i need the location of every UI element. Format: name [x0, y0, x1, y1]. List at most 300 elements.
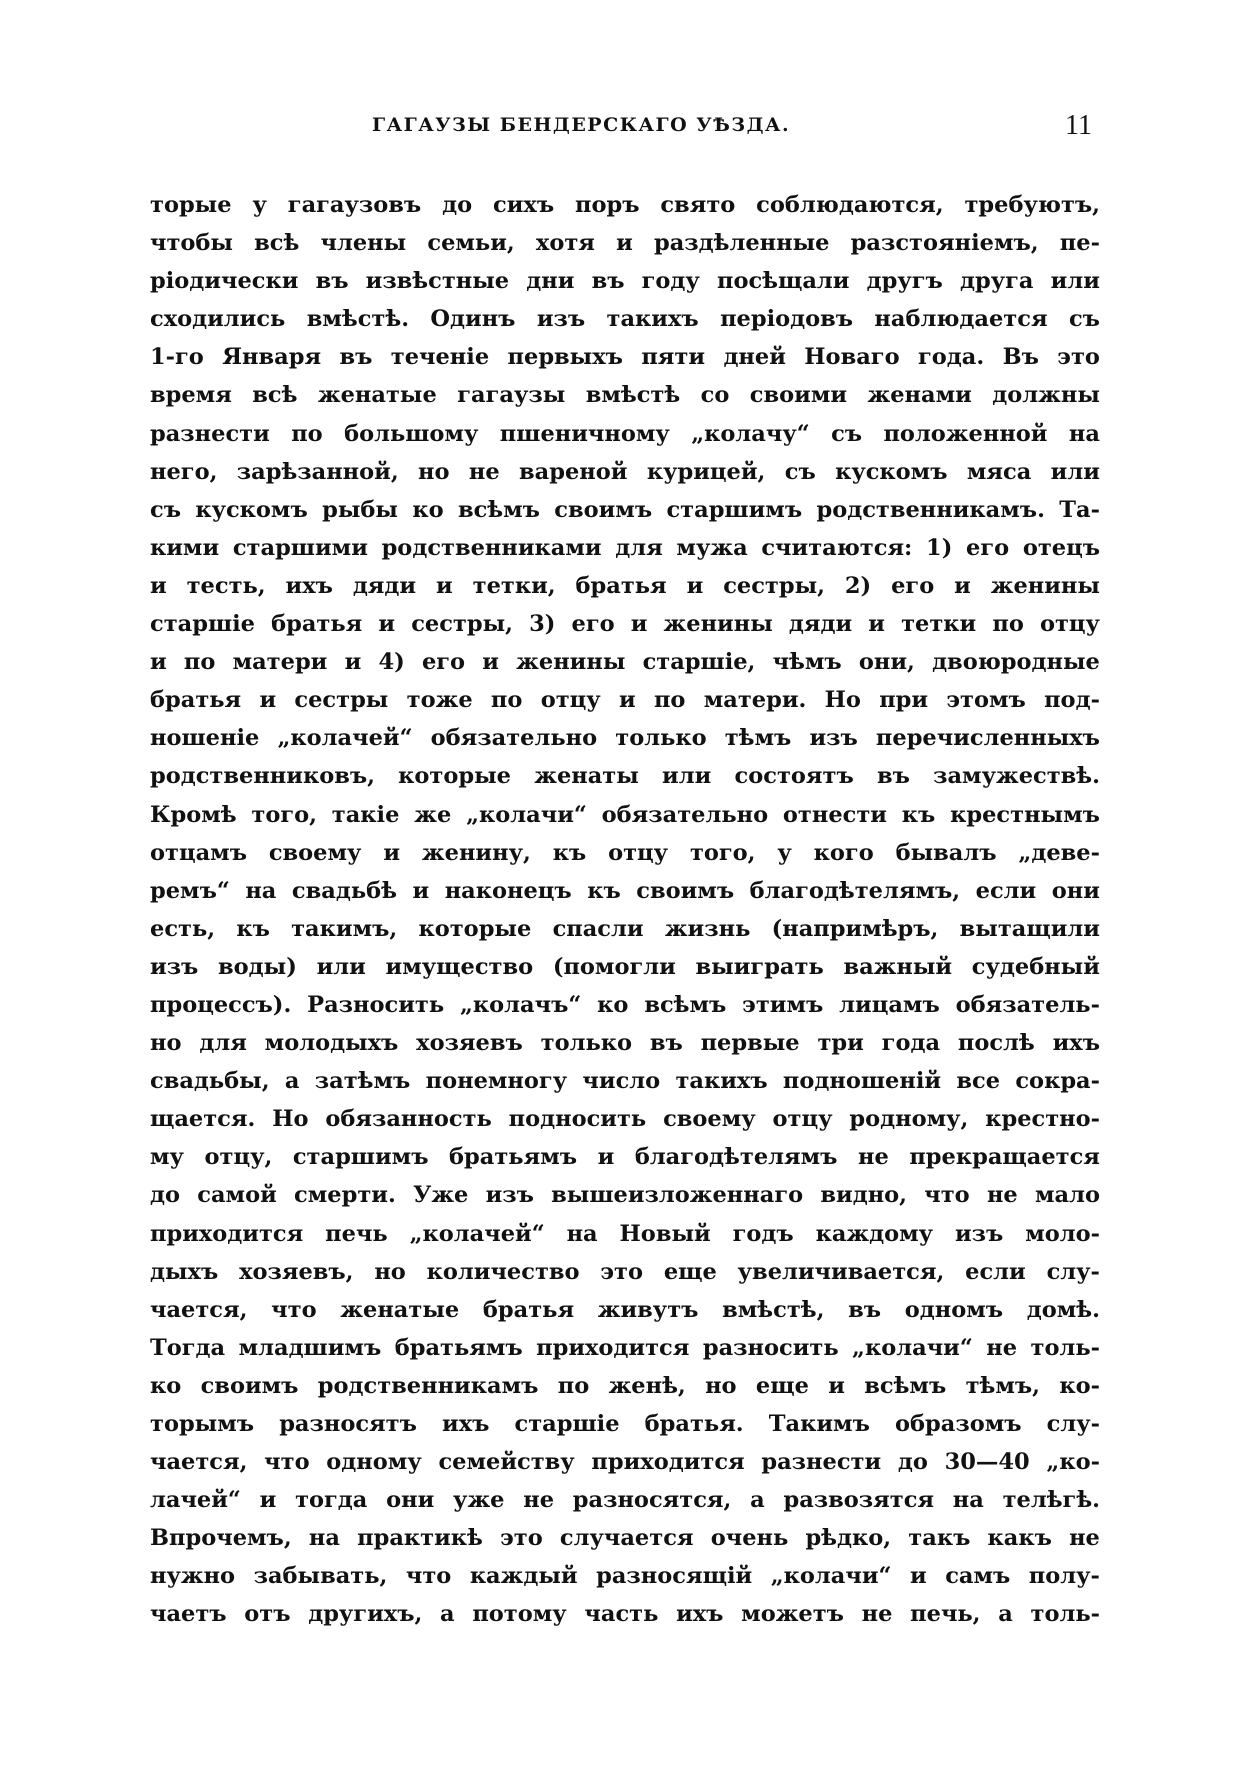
word: очень [710, 1525, 789, 1552]
word: отцу [1039, 611, 1100, 638]
word: одномъ [904, 1296, 1004, 1323]
word: моло- [1025, 1220, 1100, 1247]
word: требуютъ, [964, 192, 1100, 218]
word: дней [723, 344, 786, 371]
word: которые [418, 915, 532, 942]
word: по [291, 420, 323, 447]
word: вареной [519, 458, 628, 485]
word: и [259, 1487, 277, 1514]
word: забывать, [253, 1563, 388, 1590]
word: это [500, 1525, 543, 1552]
word: старшіе [514, 1411, 620, 1437]
word: обязанность [325, 1106, 492, 1133]
word: семейству [438, 1449, 575, 1476]
word: сестры, [723, 572, 825, 599]
word: того, [251, 801, 317, 828]
word: и [436, 572, 453, 599]
word: въ [876, 763, 910, 790]
word: такъ [908, 1525, 971, 1552]
word: что [271, 1296, 317, 1323]
word: братья [482, 1296, 575, 1323]
word: своимъ [636, 877, 735, 904]
word: спасли [552, 915, 644, 942]
word: ко [412, 496, 444, 523]
word: старшимъ [292, 1144, 429, 1171]
word: каждому [815, 1220, 934, 1247]
word: другъ [866, 268, 943, 295]
word: своимъ [554, 496, 653, 523]
word: мужа [676, 534, 748, 561]
word: „колачъ“ [459, 991, 582, 1018]
text-line [150, 910, 1100, 948]
word: перечисленныхъ [875, 725, 1100, 752]
word: уже [453, 1487, 505, 1514]
word: ихъ [285, 572, 333, 599]
word: рыбы [322, 496, 398, 523]
text-line [150, 1481, 1100, 1519]
word: со [700, 382, 730, 409]
word: они [1051, 877, 1100, 904]
word: его [966, 534, 1010, 561]
word: Такимъ [768, 1411, 870, 1437]
word: женины [663, 611, 773, 638]
word: братья [271, 611, 363, 638]
word: своимъ [200, 1372, 299, 1399]
word: и [412, 877, 430, 904]
body-text [150, 186, 1100, 1634]
word: процессъ). [150, 991, 292, 1018]
word: лицамъ [839, 991, 940, 1018]
word: и [868, 611, 885, 638]
word: по [653, 687, 686, 714]
word: Но [824, 687, 861, 714]
word: толь- [1030, 1334, 1100, 1361]
word: одному [326, 1449, 422, 1476]
word: свято [660, 192, 736, 218]
word: въ [591, 268, 625, 295]
word: женатые [340, 1296, 460, 1323]
word: и [828, 1372, 845, 1399]
word: „колачи“ [770, 1563, 892, 1590]
word: отцамъ [150, 839, 247, 866]
word: печь [325, 1220, 388, 1247]
word: кого [813, 839, 874, 866]
word: него, [150, 458, 218, 485]
word: наконецъ [444, 877, 572, 904]
text-line [150, 834, 1100, 872]
word: у [777, 839, 792, 866]
word: или [316, 953, 366, 980]
word: Новаго [804, 344, 900, 371]
word: хозяевъ [416, 1030, 523, 1057]
text-line [150, 186, 1100, 224]
word: благодѣтелямъ, [749, 877, 961, 904]
word: старшимъ [666, 496, 803, 523]
word: „деве- [1018, 839, 1100, 866]
word: съ [831, 420, 863, 447]
word: кускомъ [835, 458, 948, 485]
word: отцу [540, 687, 601, 714]
word: 1-го [150, 344, 204, 371]
word: или [662, 763, 712, 790]
word: пшеничному [499, 420, 670, 447]
word: практикѣ [357, 1525, 483, 1552]
word: братья. [644, 1411, 744, 1437]
word: въ [848, 1296, 882, 1323]
word: печь, [910, 1601, 981, 1628]
word: изъ [809, 725, 858, 752]
word: другихъ, [308, 1601, 423, 1628]
word: женаты [534, 763, 639, 790]
word: и [150, 649, 167, 676]
word: тѣмъ, [965, 1372, 1040, 1399]
word: дни [526, 268, 575, 295]
text-line [150, 872, 1100, 910]
word: пе- [1059, 230, 1100, 257]
word: сходились [150, 306, 286, 333]
word: если [965, 1258, 1026, 1285]
word: въ [339, 344, 373, 371]
word: число [582, 1068, 661, 1095]
word: тѣмъ [724, 725, 792, 752]
word: только [615, 725, 707, 752]
word: приходится [150, 1220, 304, 1247]
word: отцу [608, 839, 669, 866]
word: лачей“ [150, 1487, 241, 1514]
word: часть [584, 1601, 659, 1628]
word: гагаузы [457, 382, 566, 409]
word: тоже [406, 687, 473, 714]
word: этомъ [946, 687, 1026, 714]
text-line [150, 1443, 1100, 1481]
word: дыхъ [150, 1258, 219, 1285]
text-line [150, 300, 1100, 338]
word: рѣдко, [805, 1525, 892, 1552]
word: не [523, 1487, 555, 1514]
word: на [245, 877, 277, 904]
word: до [442, 192, 473, 218]
word: 3) [529, 611, 556, 638]
word: считаются: [761, 534, 913, 561]
text-line [150, 224, 1100, 262]
word: прекращается [909, 1144, 1100, 1171]
word: что [405, 1563, 452, 1590]
word: его [571, 611, 615, 638]
word: бывалъ [895, 839, 997, 866]
word: но [150, 1030, 182, 1057]
text-line [150, 529, 1100, 567]
word: періодовъ [720, 306, 854, 333]
word: къ [552, 839, 587, 866]
word: своими [749, 382, 848, 409]
word: братьямъ [394, 1334, 523, 1361]
word: три [817, 1030, 864, 1057]
word: (напримѣръ, [771, 915, 939, 942]
text-line [150, 1215, 1100, 1253]
word: на [308, 1525, 340, 1552]
word: самой [197, 1182, 277, 1209]
word: сихъ [493, 192, 555, 218]
word: мало [1034, 1182, 1100, 1209]
text-line [150, 1595, 1100, 1633]
word: ихъ [676, 1601, 724, 1628]
word: крестнымъ [950, 801, 1100, 828]
word: молодыхъ [264, 1030, 399, 1057]
word: женины [990, 572, 1100, 599]
word: члены [320, 230, 407, 257]
word: до [897, 1449, 928, 1476]
word: что [924, 1182, 970, 1209]
text-line [150, 1329, 1100, 1367]
word: приходится [536, 1334, 690, 1361]
word: Тогда [150, 1334, 226, 1361]
word: такимъ, [291, 915, 398, 942]
word: „колачи“ [466, 801, 587, 828]
word: женатые [317, 382, 437, 409]
word: братьямъ [449, 1144, 578, 1171]
word: они [386, 1487, 435, 1514]
word: приходится [591, 1449, 745, 1476]
word: дяди [788, 611, 853, 638]
page-number: 11 [1065, 110, 1092, 141]
word: видно, [820, 1182, 908, 1209]
word: хозяевъ, [239, 1258, 354, 1285]
word: замужествѣ. [933, 763, 1100, 790]
word: женину, [421, 839, 531, 866]
word: у [252, 192, 267, 218]
word: кими [150, 534, 220, 561]
word: дяди [352, 572, 417, 599]
word: и [482, 649, 499, 676]
word: полу- [1028, 1563, 1100, 1590]
word: годъ [732, 1220, 794, 1247]
word: послѣ [957, 1030, 1035, 1057]
word: воды) [218, 953, 297, 980]
word: ріодически [150, 268, 299, 295]
word: старшіе [150, 611, 255, 638]
word: на [566, 1220, 598, 1247]
word: году [641, 268, 700, 295]
word: важный [843, 953, 953, 980]
word: посѣщали [717, 268, 850, 295]
text-line [150, 1062, 1100, 1100]
word: родственникамъ [317, 1372, 539, 1399]
word: по [490, 687, 523, 714]
word: такихъ [675, 1068, 768, 1095]
word: не [986, 1334, 1018, 1361]
word: ко [150, 1372, 182, 1399]
word: наблюдается [874, 306, 1048, 333]
word: а [750, 1487, 765, 1514]
word: братья [575, 572, 667, 599]
running-title: ГАГАУЗЫ БЕНДЕРСКАГО УѢЗДА. [372, 114, 791, 136]
word: не [1069, 1525, 1100, 1552]
word: каждый [469, 1563, 578, 1590]
word: Кромѣ [150, 801, 237, 828]
word: не [468, 458, 500, 485]
word: 30—40 [944, 1449, 1030, 1476]
word: вмѣстѣ, [722, 1296, 825, 1323]
word: под- [1044, 687, 1100, 714]
word: поръ [574, 192, 640, 218]
text-line [150, 376, 1100, 414]
word: разнести [761, 1449, 882, 1476]
word: разносятся, [572, 1487, 732, 1514]
word: и [150, 572, 167, 599]
word: и [616, 230, 633, 257]
word: ношеніе [150, 725, 260, 752]
word: родному, [849, 1106, 969, 1133]
word: и [686, 572, 704, 599]
word: или [1050, 458, 1100, 485]
word: имущество [385, 953, 534, 980]
word: (помогли [552, 953, 676, 980]
word: выиграть [695, 953, 824, 980]
word: разносятъ [279, 1411, 417, 1437]
text-line [150, 948, 1100, 986]
word: Новый [619, 1220, 711, 1247]
word: раздѣленные [654, 230, 830, 257]
word: при [879, 687, 929, 714]
word: извѣстные [365, 268, 510, 295]
word: и [378, 611, 396, 638]
word: Января [222, 344, 322, 371]
word: первыхъ [507, 344, 623, 371]
word: и [344, 649, 362, 676]
word: въ [315, 268, 349, 295]
word: курицей, [646, 458, 766, 485]
text-line [150, 719, 1100, 757]
word: по [557, 1372, 590, 1399]
word: которые [398, 763, 511, 790]
word: по [183, 649, 216, 676]
word: если [975, 877, 1037, 904]
word: но [374, 1258, 406, 1285]
word: своему [268, 839, 362, 866]
text-line [150, 491, 1100, 529]
word: чтобы [150, 230, 233, 257]
word: на [952, 1487, 984, 1514]
word: не [986, 1182, 1018, 1209]
word: положенной [883, 420, 1048, 447]
word: тетки, [472, 572, 556, 599]
word: чается, [150, 1296, 248, 1323]
word: Въ [1002, 344, 1039, 371]
word: съ [784, 458, 816, 485]
text-line [150, 1291, 1100, 1329]
word: но [705, 1372, 737, 1399]
word: первые [700, 1030, 800, 1057]
word: это [600, 1258, 644, 1285]
word: что [264, 1449, 310, 1476]
word: разносящій [596, 1563, 753, 1590]
word: на [1068, 420, 1100, 447]
word: для [615, 534, 663, 561]
word: къ [587, 877, 621, 904]
word: количество [426, 1258, 580, 1285]
word: Та- [1059, 496, 1100, 523]
word: только [540, 1030, 632, 1057]
word: его [421, 649, 466, 676]
word: старшими [232, 534, 368, 561]
word: вытащили [959, 915, 1100, 942]
word: мяса [966, 458, 1032, 485]
word: Одинъ [430, 306, 516, 333]
text-line [150, 1557, 1100, 1595]
word: родственникамъ. [816, 496, 1045, 523]
word: отцу [772, 1106, 833, 1133]
text-line [150, 567, 1100, 605]
text-line [150, 757, 1100, 795]
word: затѣмъ [314, 1068, 411, 1095]
word: но [418, 458, 450, 485]
word: какъ [987, 1525, 1052, 1552]
word: этимъ [742, 991, 824, 1018]
word: благодѣтелямъ [634, 1144, 838, 1171]
word: свадьбѣ [291, 877, 397, 904]
word: своему [663, 1106, 756, 1133]
word: съ [150, 496, 181, 523]
word: отнести [782, 801, 887, 828]
word: обязатель- [955, 991, 1100, 1018]
word: Уже [413, 1182, 469, 1209]
word: всѣмъ [644, 991, 727, 1018]
word: жизнь [664, 915, 751, 942]
word: „колачей“ [277, 725, 413, 752]
word: толь- [1030, 1601, 1100, 1628]
word: вмѣстѣ. [306, 306, 410, 333]
word: домѣ. [1026, 1296, 1100, 1323]
word: пяти [641, 344, 706, 371]
word: время [150, 382, 232, 409]
word: теченіе [390, 344, 490, 371]
word: женами [867, 382, 972, 409]
word: состоятъ [734, 763, 854, 790]
word: смерти. [294, 1182, 396, 1209]
word: щается. [150, 1106, 256, 1133]
word: 1) [926, 534, 953, 561]
word: тогда [295, 1487, 368, 1514]
word: потому [472, 1601, 567, 1628]
word: же [414, 801, 452, 828]
word: тесть, [186, 572, 266, 599]
word: или [1050, 268, 1100, 295]
word: случается [559, 1525, 694, 1552]
word: обязательно [601, 801, 769, 828]
word: обязательно [430, 725, 598, 752]
word: двоюродные [932, 649, 1100, 676]
word: образомъ [895, 1411, 1022, 1437]
text-line [150, 796, 1100, 834]
word: торые [150, 192, 232, 218]
word: должны [992, 382, 1100, 409]
word: чается, [150, 1449, 248, 1476]
word: младшимъ [238, 1334, 382, 1361]
word: и [618, 687, 636, 714]
word: и [597, 1144, 615, 1171]
text-line [150, 643, 1100, 681]
word: для [199, 1030, 247, 1057]
word: всѣмъ [864, 1372, 947, 1399]
word: еще [663, 1258, 717, 1285]
word: развозятся [783, 1487, 935, 1514]
word: матери. [703, 687, 807, 714]
word: изъ [150, 953, 199, 980]
word: отцу, [204, 1144, 273, 1171]
word: и [909, 1563, 927, 1590]
word: ко- [1059, 1372, 1100, 1399]
word: кускомъ [195, 496, 308, 523]
